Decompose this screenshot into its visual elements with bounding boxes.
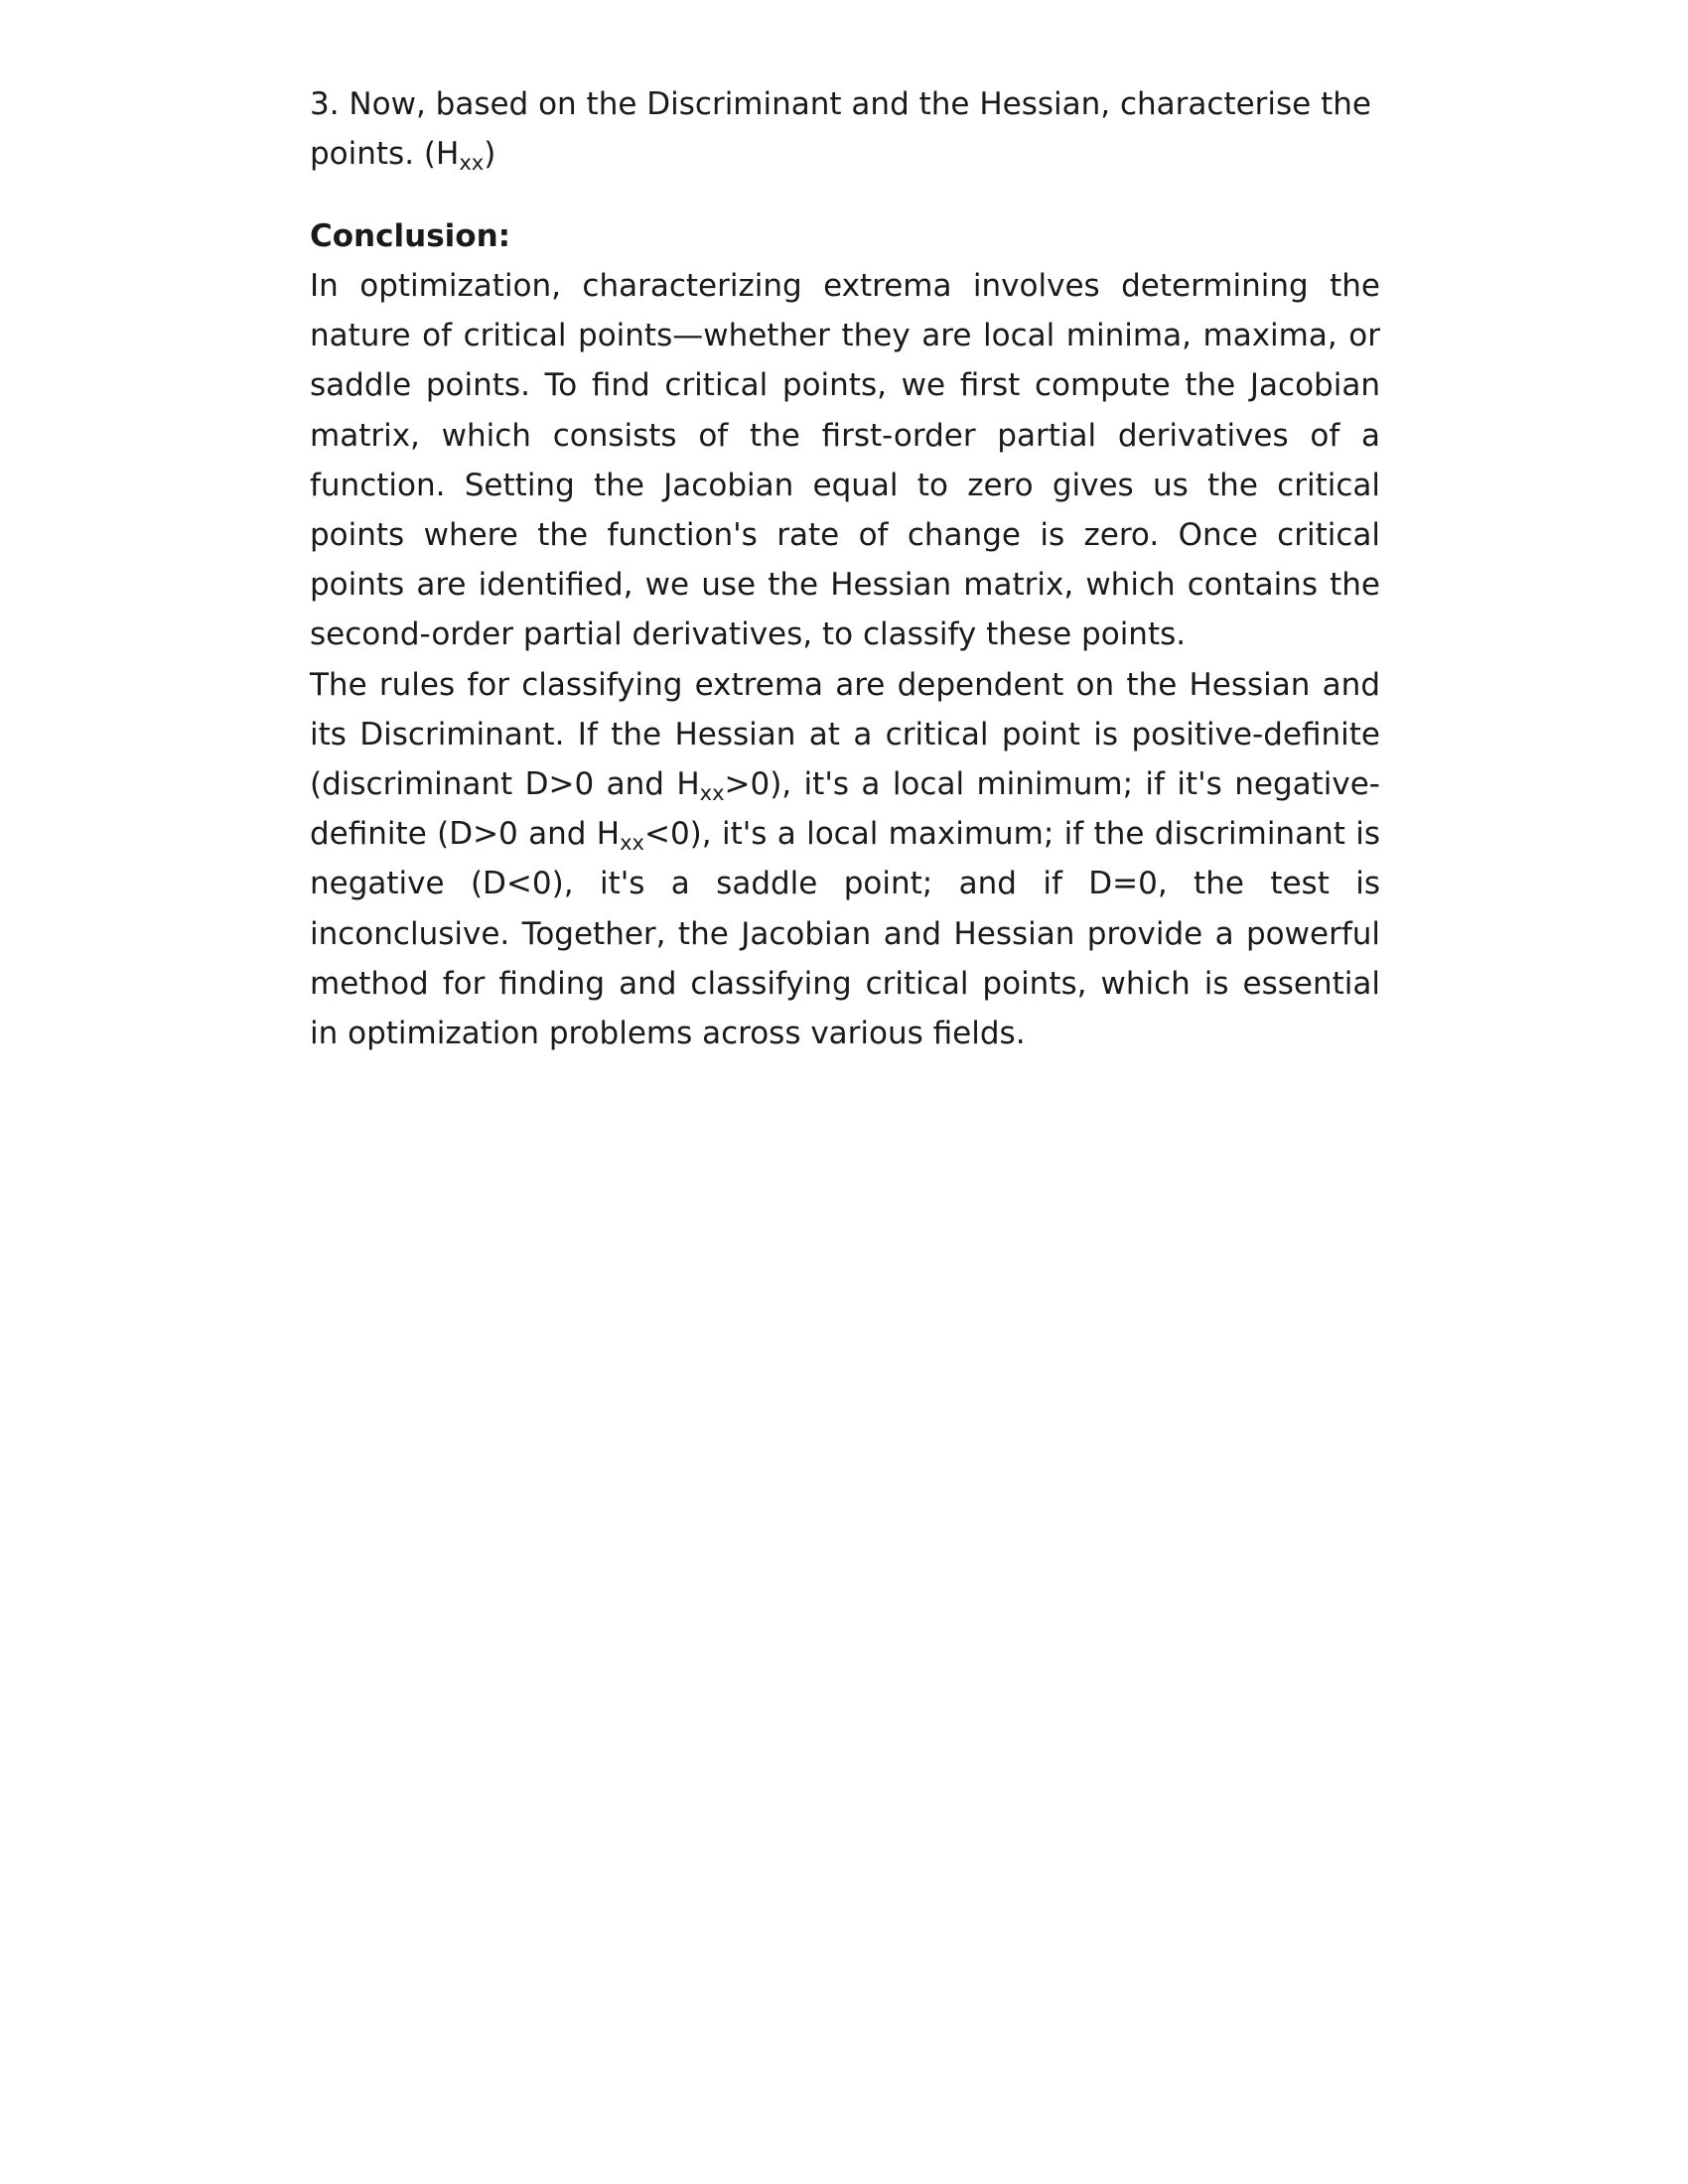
conclusion-heading: Conclusion: <box>310 218 511 254</box>
paragraph-2-segment-1: The rules for classifying extrema are dependent on the Hessian and its Discriminant. If the Hessian at a critical point is positive-definite (discriminant D>0 and H <box>310 666 1380 803</box>
paragraph-2-segment-3: <0), it's a local maximum; if the discriminant is negative (D<0), it's a saddle point; and if D=0, the test is inconclusive. Together, the Jacobian and Hessian provide a powerful method for finding and classifying critical points, which is essential in optimization problems across various fields. <box>310 816 1380 1052</box>
conclusion-paragraph-2 <box>310 660 1380 1059</box>
subscript-xx: xx <box>699 781 725 806</box>
step-3-closing: ) <box>484 136 496 172</box>
subscript-xx: xx <box>459 151 485 175</box>
conclusion-paragraph-1: In optimization, characterizing extrema involves determining the nature of critical points—whether they are local minima, maxima, or saddle points. To find critical points, we first compute the Jacobian matrix, which consists of the first-order partial derivatives of a function. Setting the Jacobian equal to zero gives us the critical points where the function's rate of change is zero. Once critical points are identified, we use the Hessian matrix, which contains the second-order partial derivatives, to classify these points. <box>310 268 1380 653</box>
subscript-xx: xx <box>620 831 644 856</box>
step-3-text: 3. Now, based on the Discriminant and the Hessian, characterise the points. (H <box>310 86 1371 172</box>
paragraph-2-segment-2: >0), it's a local minimum; if it's negative-definite (D>0 and H <box>310 766 1380 853</box>
document-page <box>310 79 1380 1058</box>
step-3-instruction <box>310 79 1380 179</box>
